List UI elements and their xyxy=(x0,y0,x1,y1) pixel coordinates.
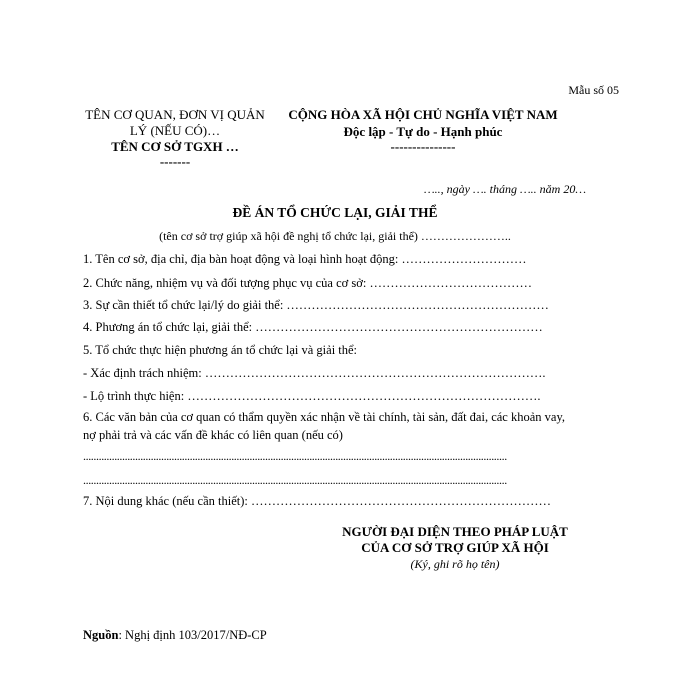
signature-title-2: CỦA CƠ SỞ TRỢ GIÚP XÃ HỘI xyxy=(361,540,549,555)
national-motto: Độc lập - Tự do - Hạnh phúc xyxy=(343,124,503,139)
right-header xyxy=(275,106,571,153)
agency-name: TÊN CƠ QUAN, ĐƠN VỊ QUẢN LÝ (NẾU CÓ)… xyxy=(85,107,265,138)
source-line xyxy=(83,628,267,643)
item-5-responsibility: - Xác định trách nhiệm: ………………………………………………………………………. xyxy=(83,366,546,380)
document-title: ĐỀ ÁN TỔ CHỨC LẠI, GIẢI THỂ xyxy=(232,205,438,220)
right-header-rule: --------------- xyxy=(390,139,456,154)
date-line: ….., ngày …. tháng ….. năm 20… xyxy=(423,182,586,196)
item-7: 7. Nội dung khác (nếu cần thiết): ……………………………………………………………… xyxy=(83,494,552,508)
item-6: 6. Các văn bản của cơ quan có thẩm quyền xác nhận về tài chính, tài sản, đất đai, các khoản vay, xyxy=(83,410,566,424)
national-title: CỘNG HÒA XÃ HỘI CHỦ NGHĨA VIỆT NAM xyxy=(288,107,558,122)
source-label: Nguồn xyxy=(83,628,119,642)
signature-block xyxy=(320,524,590,572)
left-header xyxy=(80,107,270,169)
item-4: 4. Phương án tổ chức lại, giải thể: …………………………………………………………… xyxy=(83,320,543,334)
dotted-line-2: ................................................................................................................................................................... xyxy=(83,473,507,487)
item-1: 1. Tên cơ sở, địa chỉ, địa bàn hoạt động và loại hình hoạt động: ………………………… xyxy=(83,252,527,266)
document-subtitle: (tên cơ sở trợ giúp xã hội đề nghị tổ chức lại, giải thể) ………………….. xyxy=(159,229,511,243)
source-text: : Nghị định 103/2017/NĐ-CP xyxy=(118,628,267,642)
item-3: 3. Sự cần thiết tổ chức lại/lý do giải thể: ……………………………………………………… xyxy=(83,298,549,312)
item-6-continued: nợ phải trả và các vấn đề khác có liên quan (nếu có) xyxy=(83,428,343,442)
item-2: 2. Chức năng, nhiệm vụ và đối tượng phục vụ của cơ sở: ………………………………… xyxy=(83,276,532,290)
left-header-rule: ------- xyxy=(159,154,191,169)
dotted-line-1: ................................................................................................................................................................... xyxy=(83,449,507,463)
item-5: 5. Tổ chức thực hiện phương án tổ chức lại và giải thể: xyxy=(83,343,358,357)
center-name: TÊN CƠ SỞ TGXH … xyxy=(111,139,239,154)
signature-title-1: NGƯỜI ĐẠI DIỆN THEO PHÁP LUẬT xyxy=(342,524,568,539)
form-number: Mẫu số 05 xyxy=(568,83,619,97)
signature-note: (Ký, ghi rõ họ tên) xyxy=(410,557,500,571)
item-5-roadmap: - Lộ trình thực hiện: …………………………………………………………………………. xyxy=(83,389,541,403)
